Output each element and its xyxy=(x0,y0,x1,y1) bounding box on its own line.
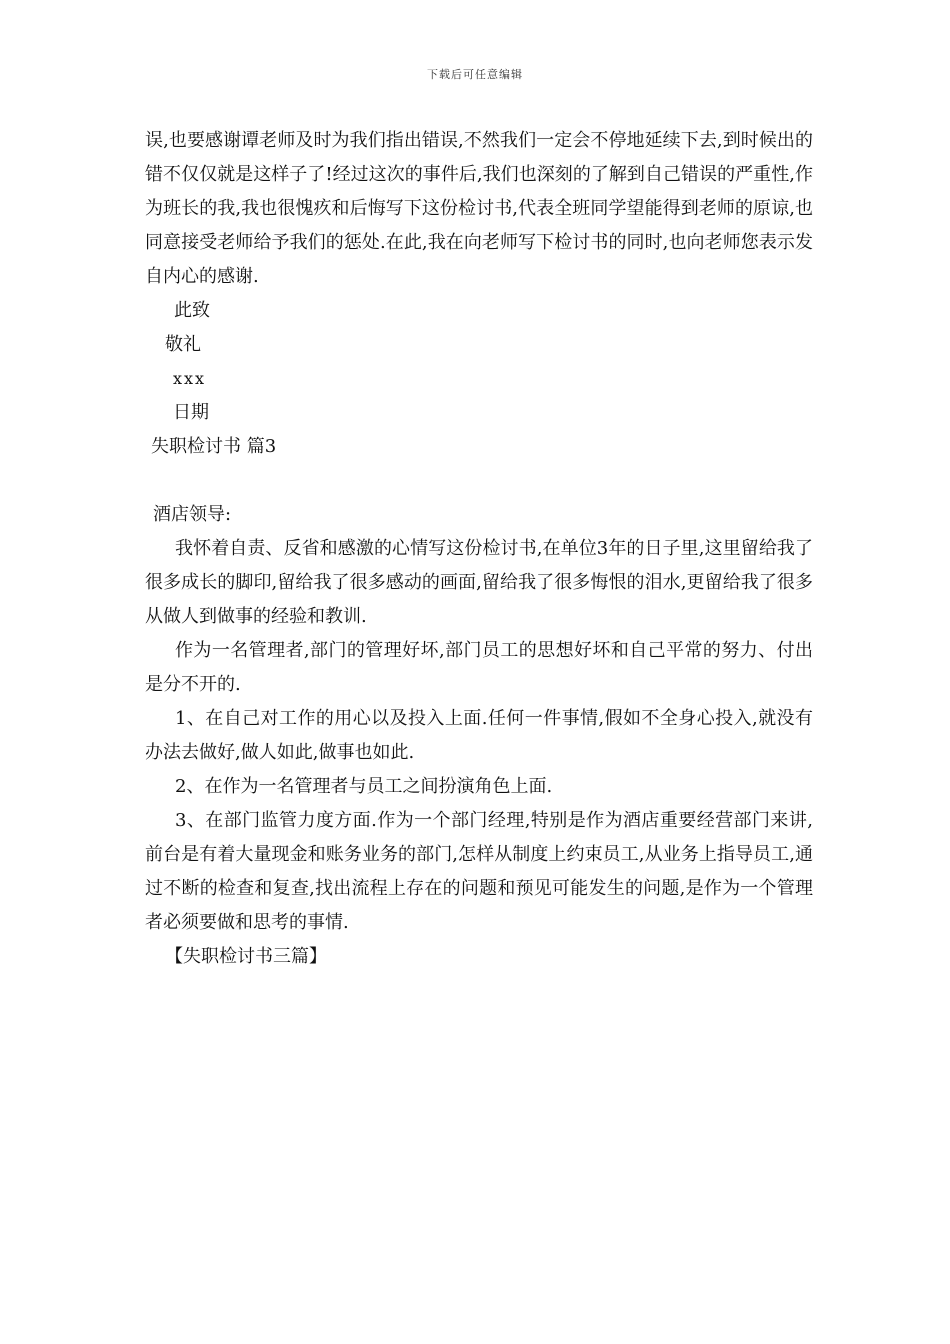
page-header: 下载后可任意编辑 xyxy=(427,68,523,81)
signature-date: 日期 xyxy=(173,402,209,423)
closing-respect: 敬礼 xyxy=(165,334,201,355)
paragraph-introduction: 我怀着自责、反省和感激的心情写这份检讨书,在单位3年的日子里,这里留给我了很多成长的脚印,留给我了很多感动的画面,留给我了很多悔恨的泪水,更留给我了很多从做人到做事的经验和教训. xyxy=(145,538,813,627)
list-item-3: 3、在部门监管力度方面.作为一个部门经理,特别是作为酒店重要经营部门来讲,前台是有着大量现金和账务业务的部门,怎样从制度上约束员工,从业务上指导员工,通过不断的检查和复查,找出流程上存在的问题和预见可能发生的问题,是作为一个管理者必须要做和思考的事情. xyxy=(145,810,813,933)
letter-greeting: 酒店领导: xyxy=(153,504,232,525)
paragraph-apology-continuation: 误,也要感谢谭老师及时为我们指出错误,不然我们一定会不停地延续下去,到时候出的错不仅仅就是这样子了!经过这次的事件后,我们也深刻的了解到自己错误的严重性,作为班长的我,我也很愧疚和后悔写下这份检讨书,代表全班同学望能得到老师的原谅,也同意接受老师给予我们的惩处.在此,我在向老师写下检讨书的同时,也向老师您表示发自内心的感谢. xyxy=(145,130,813,287)
paragraph-manager-role: 作为一名管理者,部门的管理好坏,部门员工的思想好坏和自己平常的努力、付出是分不开的. xyxy=(145,640,813,695)
section-title: 失职检讨书 篇3 xyxy=(151,436,277,457)
document-body xyxy=(145,124,813,974)
list-item-2: 2、在作为一名管理者与员工之间扮演角色上面. xyxy=(175,776,553,797)
list-item-1: 1、在自己对工作的用心以及投入上面.任何一件事情,假如不全身心投入,就没有办法去做好,做人如此,做事也如此. xyxy=(145,708,813,763)
signature-name: xxx xyxy=(173,369,207,388)
footer-tag: 【失职检讨书三篇】 xyxy=(165,946,327,967)
closing-salutation: 此致 xyxy=(174,300,210,321)
section-spacer xyxy=(145,464,813,498)
